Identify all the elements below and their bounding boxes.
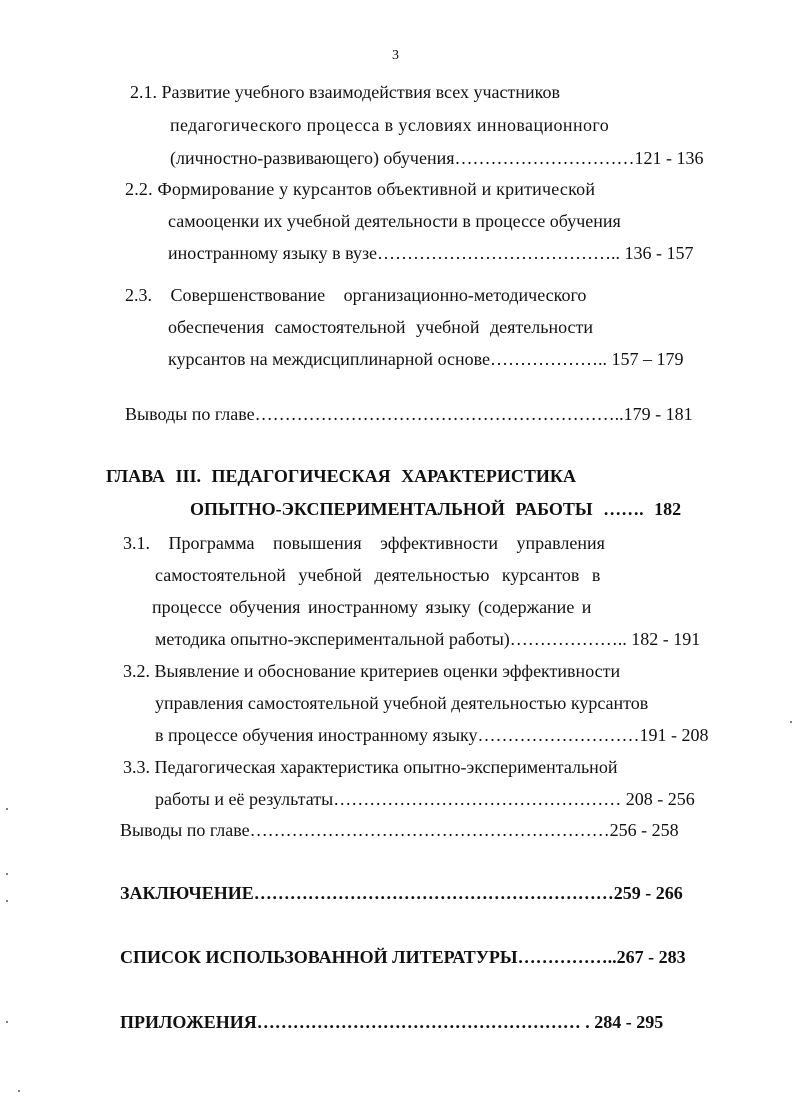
toc-3-3-line2: работы и её результаты………………………………………… 208 - 256 — [155, 789, 695, 809]
toc-3-2-line2: управления самостоятельной учебной деятельностью курсантов — [155, 693, 649, 713]
toc-2-3-line3: курсантов на междисциплинарной основе……………….. 157 – 179 — [168, 349, 684, 369]
toc-conclusions-ch2: Выводы по главе……………………………………………………..179 - 181 — [125, 404, 693, 424]
toc-3-1-line1: 3.1. Программа повышения эффективности управления — [123, 533, 605, 553]
toc-references: СПИСОК ИСПОЛЬЗОВАННОЙ ЛИТЕРАТУРЫ……………..267 - 283 — [120, 947, 686, 967]
toc-2-2-line2: самооценки их учебной деятельности в процессе обучения — [168, 211, 621, 231]
scan-speck — [18, 1090, 20, 1092]
toc-2-2-line1: 2.2. Формирование у курсантов объективной и критической — [125, 179, 596, 199]
toc-3-2-line1: 3.2. Выявление и обоснование критериев оценки эффективности — [123, 661, 621, 681]
toc-3-3-line1: 3.3. Педагогическая характеристика опытно-экспериментальной — [123, 757, 618, 777]
toc-appendices: ПРИЛОЖЕНИЯ……………………………………………… . 284 - 295 — [120, 1012, 664, 1032]
toc-2-1-line2: педагогического процесса в условиях инновационного — [170, 115, 610, 135]
scan-speck — [6, 808, 8, 810]
toc-conclusions-ch3: Выводы по главе……………………………………………………256 - 258 — [120, 820, 679, 840]
toc-3-1-line2: самостоятельной учебной деятельностью курсантов в — [155, 565, 601, 585]
toc-3-1-line3: процессе обучения иностранному языку (содержание и — [152, 597, 592, 617]
toc-3-1-line4: методика опытно-экспериментальной работы)……………….. 182 - 191 — [155, 629, 701, 649]
toc-2-1-line1: 2.1. Развитие учебного взаимодействия всех участников — [130, 82, 560, 102]
toc-2-3-line2: обеспечения самостоятельной учебной деятельности — [168, 317, 594, 337]
toc-3-2-line3: в процессе обучения иностранному языку………………………191 - 208 — [155, 725, 709, 745]
chapter-3-title-line1: ГЛАВА III. ПЕДАГОГИЧЕСКАЯ ХАРАКТЕРИСТИКА — [106, 466, 576, 486]
toc-conclusion: ЗАКЛЮЧЕНИЕ……………………………………………………259 - 266 — [120, 883, 683, 903]
toc-2-1-line3: (личностно-развивающего) обучения…………………………121 - 136 — [170, 148, 704, 168]
toc-2-3-line1: 2.3. Совершенствование организационно-методического — [125, 285, 587, 305]
page-number: 3 — [392, 48, 399, 63]
scan-speck — [6, 1021, 8, 1023]
chapter-3-title-line2: ОПЫТНО-ЭКСПЕРИМЕНТАЛЬНОЙ РАБОТЫ ……. 182 — [190, 499, 682, 519]
scan-speck — [6, 873, 8, 875]
scan-speck — [6, 900, 8, 902]
toc-2-2-line3: иностранному языку в вузе………………………………….. 136 - 157 — [168, 243, 694, 263]
scan-speck — [790, 721, 792, 723]
